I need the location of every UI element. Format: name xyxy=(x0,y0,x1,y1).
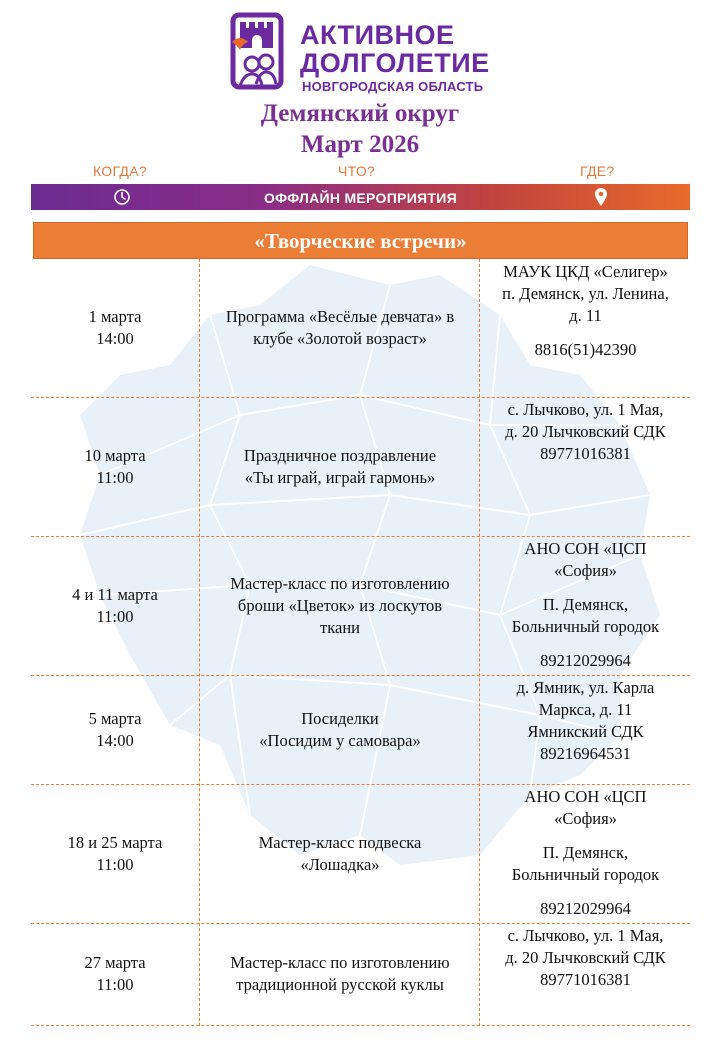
event-where xyxy=(481,923,690,1025)
venue-line: Больничный городок xyxy=(511,617,660,636)
event-when xyxy=(31,675,199,784)
event-title-line: клубе «Золотой возраст» xyxy=(253,329,427,348)
district-title: Демянский округ xyxy=(260,100,460,127)
what-label: ЧТО? xyxy=(338,163,376,179)
venue-phone: 8816(51)42390 xyxy=(534,340,637,359)
where-label: ГДЕ? xyxy=(580,163,615,179)
event-row xyxy=(31,397,690,536)
event-title-line: «Ты играй, играй гармонь» xyxy=(244,467,436,487)
event-where xyxy=(481,259,690,397)
venue-line: Ямникский СДК xyxy=(527,722,644,741)
month-title: Март 2026 xyxy=(300,131,420,158)
venue-phone: 89771016381 xyxy=(540,970,631,989)
event-what xyxy=(201,784,479,923)
event-date: 5 марта xyxy=(88,708,142,728)
event-title-line: Мастер-класс подвеска xyxy=(258,832,422,852)
event-where xyxy=(481,397,690,536)
venue-phone: 89216964531 xyxy=(540,744,631,763)
event-when xyxy=(31,536,199,675)
section-title: «Творческие встречи» xyxy=(254,229,467,253)
event-when xyxy=(31,397,199,536)
event-title-line: Мастер-класс по изготовлению xyxy=(230,953,450,972)
event-time: 11:00 xyxy=(96,606,134,626)
event-when xyxy=(31,259,199,397)
event-title-line: «Лошадка» xyxy=(300,854,380,874)
event-row xyxy=(31,784,690,923)
event-what xyxy=(201,675,479,784)
event-title-line: Посиделки xyxy=(301,708,379,728)
map-pin-icon xyxy=(594,187,608,207)
venue-line: Маркса, д. 11 xyxy=(538,700,633,719)
venue-line: с. Лычково, ул. 1 Мая, xyxy=(507,400,664,419)
logo-region: НОВГОРОДСКАЯ ОБЛАСТЬ xyxy=(302,79,484,94)
venue-line: АНО СОН «ЦСП xyxy=(524,787,647,806)
logo xyxy=(230,10,500,96)
section-header xyxy=(33,222,688,259)
event-date: 1 марта xyxy=(88,307,142,326)
event-what xyxy=(201,923,479,1025)
event-title-line: «Посидим у самовара» xyxy=(259,730,421,750)
event-date: 18 и 25 марта xyxy=(67,832,163,852)
event-what xyxy=(201,259,479,397)
event-when xyxy=(31,784,199,923)
event-title-line: Праздничное поздравление xyxy=(243,445,437,465)
event-title-line: Мастер-класс по изготовлению xyxy=(230,573,450,593)
when-label: КОГДА? xyxy=(93,163,147,179)
event-where xyxy=(481,536,690,675)
event-where xyxy=(481,675,690,784)
event-time: 11:00 xyxy=(96,467,134,487)
row-divider xyxy=(31,1025,690,1026)
venue-line: АНО СОН «ЦСП xyxy=(524,539,647,558)
event-row xyxy=(31,259,690,397)
venue-line: п. Демянск, ул. Ленина, xyxy=(502,284,669,303)
logo-title-line1: АКТИВНОЕ xyxy=(300,20,455,50)
venue-line: «София» xyxy=(554,561,617,580)
venue-phone: 89212029964 xyxy=(540,899,631,918)
venue-line: д. Ямник, ул. Карла xyxy=(516,678,655,697)
venue-line: д. 20 Лычковский СДК xyxy=(505,422,666,441)
event-time: 14:00 xyxy=(96,730,134,750)
event-row xyxy=(31,675,690,784)
venue-phone: 89771016381 xyxy=(540,444,631,463)
event-time: 11:00 xyxy=(96,975,134,994)
venue-line: «София» xyxy=(554,809,617,828)
event-time: 11:00 xyxy=(96,854,134,874)
venue-line: д. 11 xyxy=(569,306,602,325)
venue-line: д. 20 Лычковский СДК xyxy=(505,948,666,967)
event-where xyxy=(481,784,690,923)
event-title-line: традиционной русской куклы xyxy=(236,975,444,994)
event-date: 10 марта xyxy=(84,445,146,465)
event-when xyxy=(31,923,199,1025)
event-date: 27 марта xyxy=(84,953,146,972)
longevity-logo-icon xyxy=(230,12,294,92)
venue-line: МАУК ЦКД «Селигер» xyxy=(503,262,668,281)
event-time: 14:00 xyxy=(96,329,134,348)
venue-phone: 89212029964 xyxy=(540,651,631,670)
event-what xyxy=(201,397,479,536)
venue-line: П. Демянск, xyxy=(542,843,629,862)
event-what xyxy=(201,536,479,675)
logo-title-line2: ДОЛГОЛЕТИЕ xyxy=(300,48,490,78)
event-row xyxy=(31,536,690,675)
offline-events-bar xyxy=(31,184,690,210)
offline-events-title: ОФФЛАЙН МЕРОПРИЯТИЯ xyxy=(263,190,457,206)
event-title-line: броши «Цветок» из лоскутов xyxy=(237,595,443,615)
event-title-line: ткани xyxy=(320,617,360,637)
event-date: 4 и 11 марта xyxy=(72,584,158,604)
event-title-line: Программа «Весёлые девчата» в xyxy=(225,307,455,326)
venue-line: Больничный городок xyxy=(511,865,660,884)
venue-line: с. Лычково, ул. 1 Мая, xyxy=(507,926,664,945)
events-table xyxy=(31,259,690,1026)
venue-line: П. Демянск, xyxy=(542,595,629,614)
event-row xyxy=(31,923,690,1025)
